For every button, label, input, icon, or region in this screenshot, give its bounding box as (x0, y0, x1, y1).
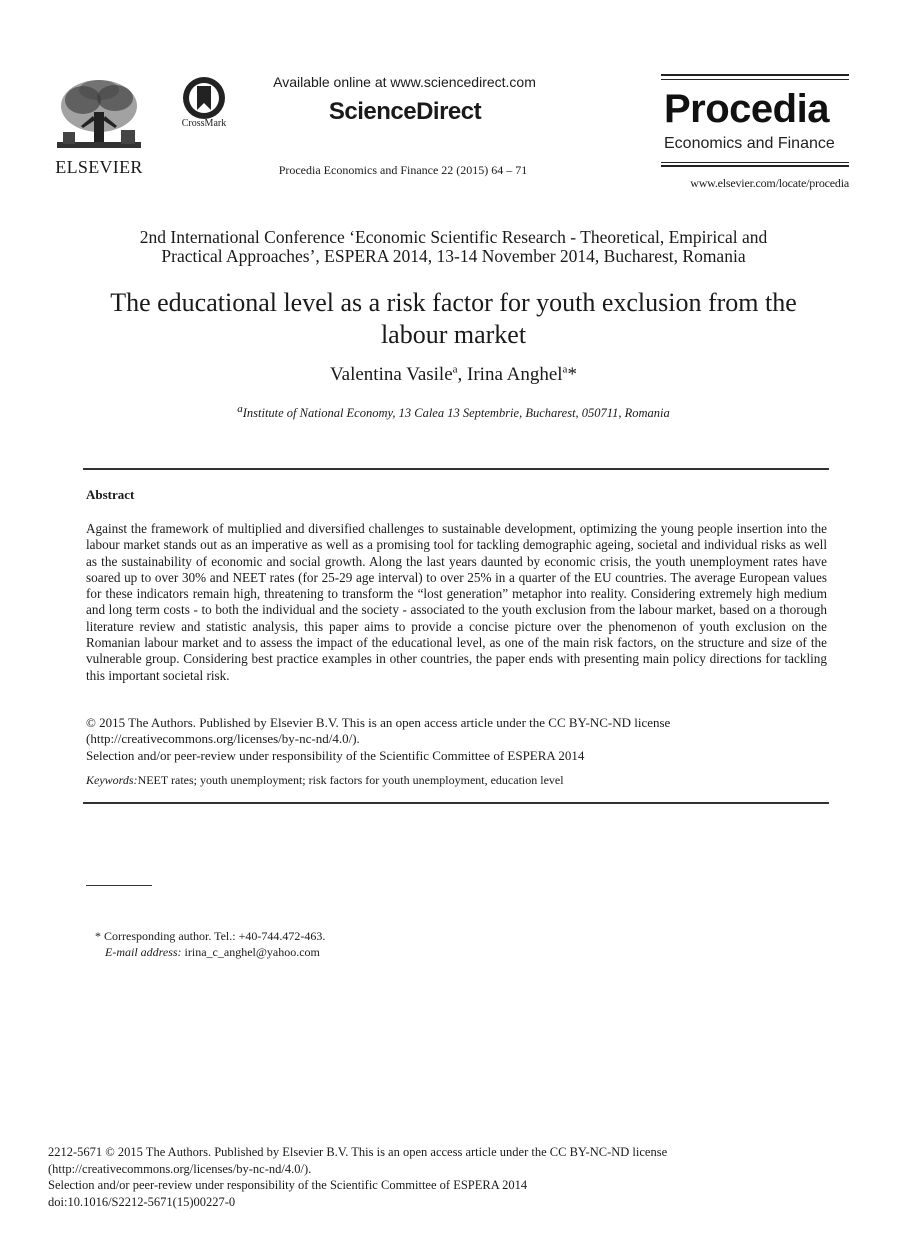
divider-top (83, 468, 829, 470)
sciencedirect-logo[interactable]: ScienceDirect (328, 98, 482, 125)
conference-line-1: 2nd International Conference ‘Economic Scientific Research - Theoretical, Empirical and (139, 227, 768, 247)
bottom-publication-info (48, 1144, 848, 1210)
footnote-rule (86, 885, 152, 886)
procedia-url[interactable]: www.elsevier.com/locate/procedia (690, 176, 849, 190)
corresponding-author-note: * Corresponding author. Tel.: +40-744.472-463. (95, 929, 326, 943)
email-line (95, 944, 595, 960)
license-statement (86, 715, 827, 764)
conference-name (90, 228, 817, 266)
keywords-label: Keywords: (86, 773, 138, 787)
paper-title (80, 287, 827, 351)
procedia-rule-bottom-thin (661, 162, 849, 163)
available-online-text: Available online at www.sciencedirect.com (273, 74, 536, 90)
issn-license-line: 2212-5671 © 2015 The Authors. Published by Elsevier B.V. This is an open access article under the CC BY-NC-ND license (48, 1145, 668, 1159)
elsevier-logo (53, 76, 145, 176)
elsevier-tree-icon (53, 76, 145, 156)
affiliation-mark: a (237, 402, 243, 415)
procedia-name: Procedia (664, 87, 829, 131)
license-line-1: © 2015 The Authors. Published by Elsevier B.V. This is an open access article under the CC BY-NC-ND license (86, 715, 671, 730)
author-list (200, 364, 707, 386)
license-link[interactable]: (http://creativecommons.org/licenses/by-nc-nd/4.0/). (86, 731, 360, 747)
author-separator: , (457, 364, 468, 385)
abstract-body: Against the framework of multiplied and diversified challenges to sustainable development, optimizing the young people insertion into the labour market stands out as an imperative as well as a promising tool for tackling demographic ageing, societal and individual risks as well as the sustainability of economic and social growth. Along the last years daunted by economic crisis, the youth unemployment rates have soared up to over 30% and NEET rates (for 25-29 age interval) to over 25% in a quarter of the EU countries. The average European values for these indicators remain high, threatening to transform the “lost generation” metaphor into reality. Considering extremely high medium and long term costs - to both the individual and the society - associated to the youth exclusion from the labour market, based on a thorough literature review and statistic analysis, this paper aims to provide a concise picture over the phenomenon of youth exclusion on the Romanian labour market and to assess the impact of the educational level, as one of the main risk factors, on the structure and size of the vulnerable group. Considering best practice examples in other countries, the paper ends with presenting main policy directions for tackling this important societal risk. (86, 521, 827, 683)
author-2-affiliation-mark: a (562, 363, 568, 376)
elsevier-wordmark: ELSEVIER (55, 157, 143, 177)
author-2: Irina Anghel (467, 364, 563, 385)
keywords (86, 773, 827, 788)
affiliation (120, 402, 787, 421)
procedia-rule-top-thin (661, 79, 849, 80)
procedia-rule-bottom (661, 165, 849, 167)
corresponding-author-mark: * (567, 364, 577, 385)
divider-bottom (83, 802, 829, 804)
title-line-2: labour market (380, 320, 527, 349)
journal-citation: Procedia Economics and Finance 22 (2015) 64 – 71 (278, 163, 528, 177)
title-line-1: The educational level as a risk factor for youth exclusion from the (110, 288, 797, 317)
email-address[interactable]: irina_c_anghel@yahoo.com (181, 945, 320, 959)
email-label: E-mail address: (105, 945, 182, 959)
procedia-rule-top (661, 74, 849, 76)
peer-review-statement: Selection and/or peer-review under responsibility of the Scientific Committee of ESPERA 2014 (86, 747, 585, 763)
keywords-text: NEET rates; youth unemployment; risk factors for youth unemployment, education level (137, 773, 564, 787)
bottom-peer-review: Selection and/or peer-review under responsibility of the Scientific Committee of ESPERA 2014 (48, 1178, 528, 1192)
author-1-affiliation-mark: a (452, 363, 458, 376)
author-1: Valentina Vasile (330, 364, 453, 385)
bottom-license-link[interactable]: (http://creativecommons.org/licenses/by-nc-nd/4.0/). (48, 1161, 312, 1176)
doi[interactable]: doi:10.1016/S2212-5671(15)00227-0 (48, 1194, 236, 1209)
abstract-heading: Abstract (86, 487, 135, 502)
procedia-subtitle: Economics and Finance (664, 135, 835, 152)
procedia-journal-logo (661, 74, 849, 194)
affiliation-text: Institute of National Economy, 13 Calea 13 Septembrie, Bucharest, 050711, Romania (242, 406, 670, 420)
conference-line-2: Practical Approaches’, ESPERA 2014, 13-14 November 2014, Bucharest, Romania (161, 246, 746, 266)
crossmark-label: CrossMark (181, 118, 227, 129)
footnote (95, 928, 595, 960)
